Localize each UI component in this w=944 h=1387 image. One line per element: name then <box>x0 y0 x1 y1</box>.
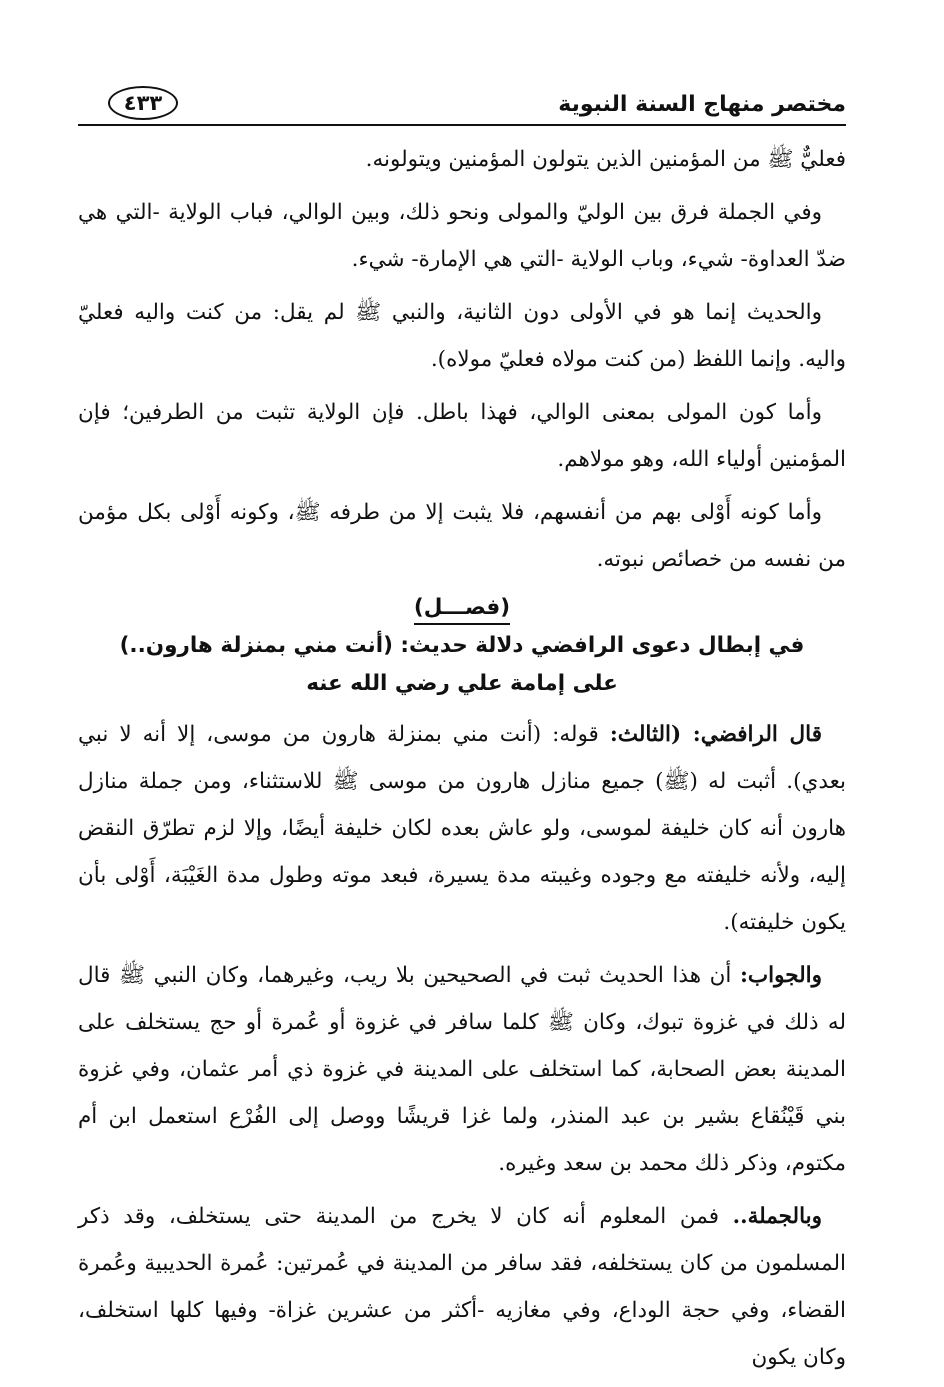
section-heading <box>78 589 846 703</box>
paragraph-5: وأما كونه أَوْلى بهم من أنفسهم، فلا يثبت إلا من طرفه ﷺ، وكونه أَوْلى بكل مؤمن من نفسه من خصائص نبوته. <box>78 500 846 572</box>
paragraph-6-lead: قال الرافضي: (الثالث: <box>609 722 822 747</box>
section-title-line-1: في إبطال دعوى الرافضي دلالة حديث: (أنت مني بمنزلة هارون..) <box>119 633 805 658</box>
page-number: ٤٣٣ <box>108 86 178 120</box>
paragraph-4: وأما كون المولى بمعنى الوالي، فهذا باطل. فإن الولاية تثبت من الطرفين؛ فإن المؤمنين أولياء الله، وهو مولاهم. <box>78 400 846 472</box>
section-fasl: (فصـــل) <box>414 593 510 625</box>
paragraph-8 <box>78 1193 846 1381</box>
paragraph-7-text: أن هذا الحديث ثبت في الصحيحين بلا ريب، وغيرهما، وكان النبي ﷺ قال له ذلك في غزوة تبوك، وكان ﷺ كلما سافر في غزوة أو عُمرة أو حج يستخلف على المدينة بعض الصحابة، كما استخلف على المدينة في غزوة ذي أمر عثمان، وفي غزوة بني قَيْنُقاع بشير بن عبد المنذر، ولما غزا قريشًا ووصل إلى الفُرْع استعمل ابن أم مكتوم، وذكر ذلك محمد بن سعد وغيره. <box>78 963 846 1176</box>
paragraph-8-text: فمن المعلوم أنه كان لا يخرج من المدينة حتى يستخلف، وقد ذكر المسلمون من كان يستخلفه، فقد سافر من المدينة في عُمرتين: عُمرة الحديبية وعُمرة القضاء، وفي حجة الوداع، وفي مغازيه -أكثر من عشرين غزاة- وفيها كلها استخلف، وكان يكون <box>78 1204 846 1370</box>
paragraph-2: وفي الجملة فرق بين الوليّ والمولى ونحو ذلك، وبين الوالي، فباب الولاية -التي هي ضدّ العداوة- شيء، وباب الولاية -التي هي الإمارة- شيء. <box>78 200 846 272</box>
header-rule <box>78 124 846 126</box>
paragraph-3: والحديث إنما هو في الأولى دون الثانية، والنبي ﷺ لم يقل: من كنت واليه فعليّ واليه. وإنما اللفظ (من كنت مولاه فعليّ مولاه). <box>78 300 846 372</box>
page <box>78 84 846 1387</box>
paragraph-1: فعليٌّ ﷺ من المؤمنين الذين يتولون المؤمنين ويتولونه. <box>365 147 846 172</box>
paragraph-7-lead: والجواب: <box>739 963 822 988</box>
paragraph-6 <box>78 711 846 946</box>
paragraph-8-lead: وبالجملة.. <box>732 1204 822 1229</box>
book-title: مختصر منهاج السنة النبوية <box>558 92 846 117</box>
paragraph-6-text: قوله: (أنت مني بمنزلة هارون من موسى، إلا أنه لا نبي بعدي). أثبت له (ﷺ) جميع منازل هارون من موسى ﷺ للاستثناء، ومن جملة منازل هارون أنه كان خليفة لموسى، ولو عاش بعده لكان خليفة أيضًا، وإلا لزم تطرّق النقض إليه، ولأنه خليفته مع وجوده وغيبته مدة يسيرة، فبعد موته وطول مدة الغَيْبَة، أَوْلى بأن يكون خليفته). <box>78 722 846 935</box>
paragraph-7 <box>78 952 846 1187</box>
page-body <box>78 136 846 1381</box>
page-header <box>78 84 846 128</box>
section-title-line-2: على إمامة علي رضي الله عنه <box>306 671 618 696</box>
